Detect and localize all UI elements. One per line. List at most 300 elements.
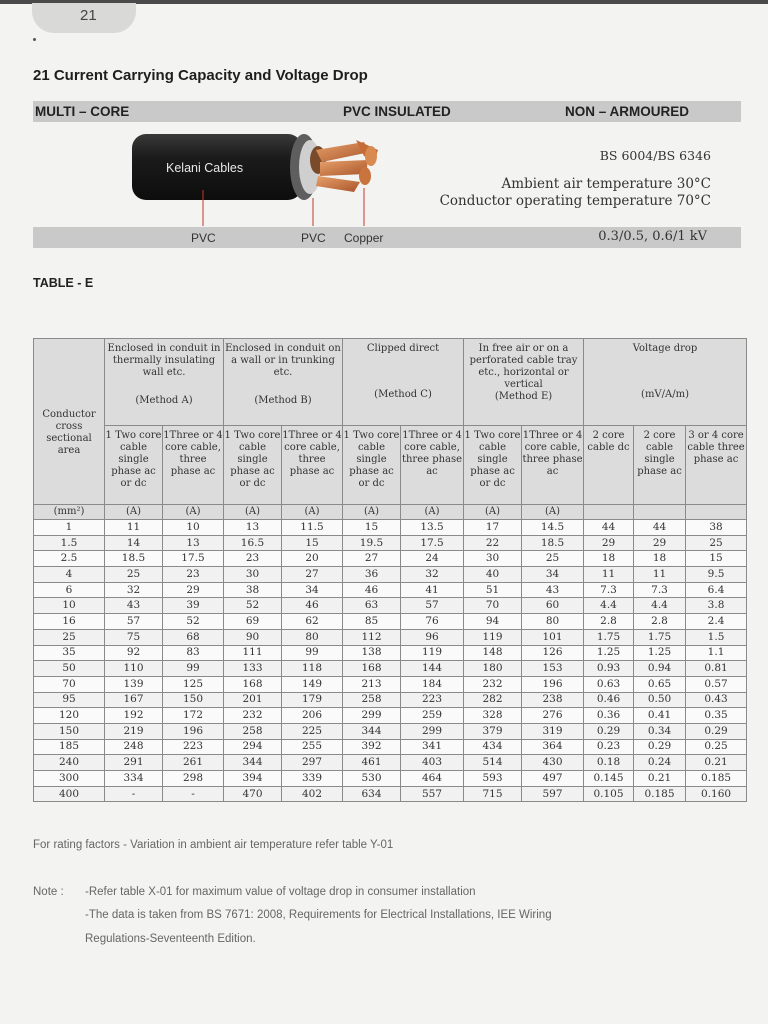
note-label: Note :	[33, 886, 64, 898]
conductor-size-cell: 150	[34, 723, 105, 739]
table-cell: 1.5	[686, 629, 747, 645]
table-cell: 10	[163, 520, 224, 536]
conductor-size-cell: 95	[34, 692, 105, 708]
table-row	[34, 645, 747, 661]
conductor-size-cell: 400	[34, 786, 105, 802]
method-c-label: (Method C)	[374, 389, 432, 400]
table-cell: 52	[163, 614, 224, 630]
table-cell: 7.3	[584, 582, 634, 598]
table-cell: 13	[224, 520, 282, 536]
cable-brand-label: Kelani Cables	[166, 161, 244, 175]
table-cell: 30	[464, 551, 522, 567]
method-a-header	[105, 339, 224, 426]
table-cell: 15	[282, 535, 343, 551]
table-cell: 138	[343, 645, 401, 661]
table-cell: 46	[282, 598, 343, 614]
table-cell: 530	[343, 771, 401, 787]
conductor-size-cell: 1.5	[34, 535, 105, 551]
table-cell: 148	[464, 645, 522, 661]
table-cell: 63	[343, 598, 401, 614]
conductor-size-cell: 16	[34, 614, 105, 630]
unit-cell: (A)	[105, 505, 163, 520]
table-cell: 299	[343, 708, 401, 724]
table-row	[34, 786, 747, 802]
table-cell: 261	[163, 755, 224, 771]
table-cell: 110	[105, 661, 163, 677]
table-cell: 0.57	[686, 676, 747, 692]
voltage-drop-header	[584, 339, 747, 426]
table-cell: 232	[224, 708, 282, 724]
table-cell: 90	[224, 629, 282, 645]
ambient-temperature-spec: Ambient air temperature 30°C	[501, 176, 711, 192]
table-cell: 43	[105, 598, 163, 614]
table-cell: 464	[401, 771, 464, 787]
table-cell: 80	[282, 629, 343, 645]
subheader-e2: 1Three or 4 core cable, three phase ac	[522, 426, 584, 505]
table-cell: 13	[163, 535, 224, 551]
band-non-armoured: NON – ARMOURED	[565, 104, 690, 119]
table-cell: 297	[282, 755, 343, 771]
table-cell: 434	[464, 739, 522, 755]
table-cell: 111	[224, 645, 282, 661]
table-row	[34, 520, 747, 536]
table-cell: 70	[464, 598, 522, 614]
table-cell: 0.21	[634, 771, 686, 787]
table-row	[34, 567, 747, 583]
table-cell: 57	[401, 598, 464, 614]
table-cell: 0.35	[686, 708, 747, 724]
table-cell: 0.63	[584, 676, 634, 692]
section-heading: 21 Current Carrying Capacity and Voltage Drop	[33, 67, 368, 84]
table-row	[34, 582, 747, 598]
method-e-title: In free air or on a perforated cable tray etc., horizontal or vertical	[469, 343, 578, 390]
conductor-size-cell: 120	[34, 708, 105, 724]
conductor-size-cell: 25	[34, 629, 105, 645]
unit-cell: (mm²)	[34, 505, 105, 520]
table-cell: 32	[105, 582, 163, 598]
table-cell: 0.34	[634, 723, 686, 739]
table-cell: 634	[343, 786, 401, 802]
table-cell: 19.5	[343, 535, 401, 551]
conductor-size-cell: 6	[34, 582, 105, 598]
method-a-label: (Method A)	[135, 395, 193, 406]
table-cell: 0.25	[686, 739, 747, 755]
note-line-1: -Refer table X-01 for maximum value of voltage drop in consumer installation	[85, 886, 476, 898]
table-cell: 1.1	[686, 645, 747, 661]
table-cell: 29	[163, 582, 224, 598]
subheader-vd3: 3 or 4 core cable three phase ac	[686, 426, 747, 505]
table-cell: 394	[224, 771, 282, 787]
table-cell: 259	[401, 708, 464, 724]
table-body	[34, 520, 747, 802]
table-cell: 206	[282, 708, 343, 724]
table-cell: 57	[105, 614, 163, 630]
table-row	[34, 551, 747, 567]
table-cell: 68	[163, 629, 224, 645]
table-cell: 0.93	[584, 661, 634, 677]
table-cell: 184	[401, 676, 464, 692]
table-row	[34, 676, 747, 692]
table-cell: 1.75	[584, 629, 634, 645]
method-b-header	[224, 339, 343, 426]
table-cell: 0.50	[634, 692, 686, 708]
table-cell: 223	[401, 692, 464, 708]
conductor-size-cell: 240	[34, 755, 105, 771]
table-cell: 23	[224, 551, 282, 567]
page-number: 21	[80, 7, 97, 24]
table-cell: 112	[343, 629, 401, 645]
table-cell: 75	[105, 629, 163, 645]
table-cell: 39	[163, 598, 224, 614]
cable-illustration	[128, 130, 388, 242]
table-cell: 299	[401, 723, 464, 739]
table-cell: 225	[282, 723, 343, 739]
subheader-c2: 1Three or 4 core cable, three phase ac	[401, 426, 464, 505]
unit-cell	[634, 505, 686, 520]
table-cell: 258	[343, 692, 401, 708]
table-row	[34, 755, 747, 771]
table-cell: 0.29	[634, 739, 686, 755]
table-cell: 379	[464, 723, 522, 739]
table-cell: 150	[163, 692, 224, 708]
table-cell: 291	[105, 755, 163, 771]
unit-cell: (A)	[401, 505, 464, 520]
table-cell: 15	[343, 520, 401, 536]
table-cell: 0.41	[634, 708, 686, 724]
table-cell: 144	[401, 661, 464, 677]
table-cell: 2.4	[686, 614, 747, 630]
table-cell: 219	[105, 723, 163, 739]
unit-cell: (A)	[522, 505, 584, 520]
table-row	[34, 598, 747, 614]
unit-row	[34, 505, 747, 520]
subheader-e1: 1 Two core cable single phase ac or dc	[464, 426, 522, 505]
table-cell: 0.65	[634, 676, 686, 692]
table-cell: 172	[163, 708, 224, 724]
standard-spec: BS 6004/BS 6346	[599, 148, 711, 163]
table-cell: 18.5	[522, 535, 584, 551]
table-cell: 168	[343, 661, 401, 677]
table-cell: 328	[464, 708, 522, 724]
table-cell: 497	[522, 771, 584, 787]
table-cell: 22	[464, 535, 522, 551]
conductor-size-cell: 1	[34, 520, 105, 536]
table-cell: 41	[401, 582, 464, 598]
table-cell: 0.21	[686, 755, 747, 771]
table-cell: -	[163, 786, 224, 802]
pvc-label-1: PVC	[191, 231, 216, 245]
table-cell: 430	[522, 755, 584, 771]
conductor-header: Conductor cross sectional area	[34, 339, 105, 505]
note-line-3: Regulations-Seventeenth Edition.	[85, 933, 256, 945]
table-cell: 149	[282, 676, 343, 692]
table-cell: 18	[634, 551, 686, 567]
table-cell: 0.145	[584, 771, 634, 787]
table-cell: 34	[282, 582, 343, 598]
method-b-label: (Method B)	[254, 395, 312, 406]
voltage-rating: 0.3/0.5, 0.6/1 kV	[598, 229, 707, 244]
table-cell: 38	[224, 582, 282, 598]
table-cell: 334	[105, 771, 163, 787]
table-cell: 192	[105, 708, 163, 724]
conductor-temperature-spec: Conductor operating temperature 70°C	[439, 193, 711, 209]
method-c-header	[343, 339, 464, 426]
method-e-label: (Method E)	[494, 391, 553, 402]
subheader-b2: 1Three or 4 core cable, three phase ac	[282, 426, 343, 505]
table-cell: 118	[282, 661, 343, 677]
table-cell: 25	[105, 567, 163, 583]
table-label: TABLE - E	[33, 276, 94, 290]
table-cell: 62	[282, 614, 343, 630]
method-b-title: Enclosed in conduit on a wall or in trunking etc.	[225, 343, 341, 378]
table-cell: 4.4	[584, 598, 634, 614]
unit-cell: (A)	[343, 505, 401, 520]
table-cell: 44	[584, 520, 634, 536]
table-cell: 27	[343, 551, 401, 567]
table-cell: 2.8	[584, 614, 634, 630]
table-cell: 232	[464, 676, 522, 692]
table-cell: 402	[282, 786, 343, 802]
table-cell: 139	[105, 676, 163, 692]
subheader-a2: 1Three or 4 core cable, three phase ac	[163, 426, 224, 505]
table-cell: 16.5	[224, 535, 282, 551]
table-cell: 23	[163, 567, 224, 583]
table-row	[34, 692, 747, 708]
table-cell: 18	[584, 551, 634, 567]
table-cell: 3.8	[686, 598, 747, 614]
conductor-size-cell: 35	[34, 645, 105, 661]
table-cell: 24	[401, 551, 464, 567]
band-pvc-insulated: PVC INSULATED	[343, 104, 451, 119]
table-cell: 153	[522, 661, 584, 677]
table-cell: 125	[163, 676, 224, 692]
table-row	[34, 535, 747, 551]
table-cell: 403	[401, 755, 464, 771]
conductor-size-cell: 2.5	[34, 551, 105, 567]
table-cell: 344	[224, 755, 282, 771]
table-cell: 27	[282, 567, 343, 583]
table-cell: 0.185	[686, 771, 747, 787]
table-cell: 282	[464, 692, 522, 708]
method-c-title: Clipped direct	[366, 343, 440, 354]
table-cell: 34	[522, 567, 584, 583]
table-cell: 248	[105, 739, 163, 755]
table-cell: 7.3	[634, 582, 686, 598]
table-cell: 341	[401, 739, 464, 755]
table-cell: 0.29	[584, 723, 634, 739]
table-cell: 17.5	[163, 551, 224, 567]
conductor-size-cell: 300	[34, 771, 105, 787]
subheader-vd1: 2 core cable dc	[584, 426, 634, 505]
method-a-title: Enclosed in conduit in thermally insulating wall etc.	[107, 343, 221, 378]
table-cell: 46	[343, 582, 401, 598]
table-cell: 196	[163, 723, 224, 739]
pvc-label-2: PVC	[301, 231, 326, 245]
table-cell: 119	[401, 645, 464, 661]
table-cell: 99	[282, 645, 343, 661]
table-cell: 255	[282, 739, 343, 755]
table-cell: 258	[224, 723, 282, 739]
table-cell: 0.81	[686, 661, 747, 677]
method-e-header	[464, 339, 584, 426]
unit-cell	[686, 505, 747, 520]
table-cell: 0.36	[584, 708, 634, 724]
table-cell: 11	[105, 520, 163, 536]
table-row	[34, 708, 747, 724]
unit-cell: (A)	[163, 505, 224, 520]
subheader-c1: 1 Two core cable single phase ac or dc	[343, 426, 401, 505]
table-cell: 597	[522, 786, 584, 802]
table-cell: 43	[522, 582, 584, 598]
table-cell: 36	[343, 567, 401, 583]
table-cell: 1.25	[584, 645, 634, 661]
table-cell: 69	[224, 614, 282, 630]
table-cell: 0.46	[584, 692, 634, 708]
table-cell: 99	[163, 661, 224, 677]
unit-cell: (A)	[464, 505, 522, 520]
table-cell: 0.18	[584, 755, 634, 771]
table-cell: 32	[401, 567, 464, 583]
table-cell: 51	[464, 582, 522, 598]
conductor-size-cell: 50	[34, 661, 105, 677]
copper-label: Copper	[344, 231, 384, 245]
table-cell: 14.5	[522, 520, 584, 536]
mark-dot	[33, 38, 36, 41]
table-cell: 593	[464, 771, 522, 787]
table-cell: 1.75	[634, 629, 686, 645]
table-cell: 339	[282, 771, 343, 787]
table-cell: 60	[522, 598, 584, 614]
table-cell: 52	[224, 598, 282, 614]
table-cell: 0.94	[634, 661, 686, 677]
table-cell: 392	[343, 739, 401, 755]
rating-factors-note: For rating factors - Variation in ambient air temperature refer table Y-01	[33, 839, 394, 851]
table-cell: 344	[343, 723, 401, 739]
table-cell: 94	[464, 614, 522, 630]
table-cell: 25	[686, 535, 747, 551]
conductor-size-cell: 4	[34, 567, 105, 583]
table-cell: 126	[522, 645, 584, 661]
table-cell: -	[105, 786, 163, 802]
conductor-size-cell: 10	[34, 598, 105, 614]
table-cell: 0.160	[686, 786, 747, 802]
table-cell: 167	[105, 692, 163, 708]
table-cell: 179	[282, 692, 343, 708]
table-cell: 0.185	[634, 786, 686, 802]
table-cell: 18.5	[105, 551, 163, 567]
table-row	[34, 739, 747, 755]
table-cell: 0.23	[584, 739, 634, 755]
table-row	[34, 629, 747, 645]
note-line-2: -The data is taken from BS 7671: 2008, Requirements for Electrical Installations, IEE Wiring	[85, 909, 552, 921]
cable-label-band	[33, 227, 741, 248]
table-cell: 29	[634, 535, 686, 551]
table-cell: 298	[163, 771, 224, 787]
table-cell: 17	[464, 520, 522, 536]
table-cell: 76	[401, 614, 464, 630]
table-cell: 294	[224, 739, 282, 755]
table-cell: 1.25	[634, 645, 686, 661]
table-row	[34, 661, 747, 677]
table-cell: 715	[464, 786, 522, 802]
table-cell: 44	[634, 520, 686, 536]
table-cell: 168	[224, 676, 282, 692]
table-cell: 201	[224, 692, 282, 708]
cable-type-band	[33, 101, 741, 122]
conductor-size-cell: 70	[34, 676, 105, 692]
table-cell: 180	[464, 661, 522, 677]
table-cell: 92	[105, 645, 163, 661]
unit-cell: (A)	[282, 505, 343, 520]
subheader-vd2: 2 core cable single phase ac	[634, 426, 686, 505]
table-cell: 133	[224, 661, 282, 677]
table-cell: 96	[401, 629, 464, 645]
table-cell: 0.43	[686, 692, 747, 708]
band-multi-core: MULTI – CORE	[35, 104, 130, 119]
table-row	[34, 614, 747, 630]
table-cell: 119	[464, 629, 522, 645]
table-cell: 11	[584, 567, 634, 583]
voltage-drop-unit: (mV/A/m)	[641, 389, 689, 400]
voltage-drop-title: Voltage drop	[632, 343, 698, 354]
table-cell: 470	[224, 786, 282, 802]
copper-strands-shape	[316, 140, 378, 192]
unit-cell: (A)	[224, 505, 282, 520]
table-cell: 557	[401, 786, 464, 802]
table-cell: 213	[343, 676, 401, 692]
table-cell: 30	[224, 567, 282, 583]
subheader-b1: 1 Two core cable single phase ac or dc	[224, 426, 282, 505]
table-cell: 319	[522, 723, 584, 739]
table-cell: 461	[343, 755, 401, 771]
table-cell: 13.5	[401, 520, 464, 536]
table-cell: 223	[163, 739, 224, 755]
table-cell: 11	[634, 567, 686, 583]
table-cell: 238	[522, 692, 584, 708]
table-cell: 364	[522, 739, 584, 755]
table-cell: 25	[522, 551, 584, 567]
table-cell: 0.29	[686, 723, 747, 739]
table-cell: 9.5	[686, 567, 747, 583]
table-cell: 15	[686, 551, 747, 567]
table-cell: 85	[343, 614, 401, 630]
unit-cell	[584, 505, 634, 520]
table-cell: 38	[686, 520, 747, 536]
table-cell: 0.24	[634, 755, 686, 771]
conductor-size-cell: 185	[34, 739, 105, 755]
table-cell: 20	[282, 551, 343, 567]
current-capacity-table	[33, 338, 747, 802]
table-cell: 80	[522, 614, 584, 630]
table-cell: 514	[464, 755, 522, 771]
table-cell: 14	[105, 535, 163, 551]
table-cell: 29	[584, 535, 634, 551]
table-row	[34, 771, 747, 787]
table-cell: 83	[163, 645, 224, 661]
table-cell: 4.4	[634, 598, 686, 614]
table-cell: 101	[522, 629, 584, 645]
table-cell: 40	[464, 567, 522, 583]
table-row	[34, 723, 747, 739]
table-cell: 0.105	[584, 786, 634, 802]
table-cell: 196	[522, 676, 584, 692]
table-cell: 11.5	[282, 520, 343, 536]
table-cell: 276	[522, 708, 584, 724]
table-cell: 2.8	[634, 614, 686, 630]
subheader-a1: 1 Two core cable single phase ac or dc	[105, 426, 163, 505]
table-cell: 17.5	[401, 535, 464, 551]
table-cell: 6.4	[686, 582, 747, 598]
